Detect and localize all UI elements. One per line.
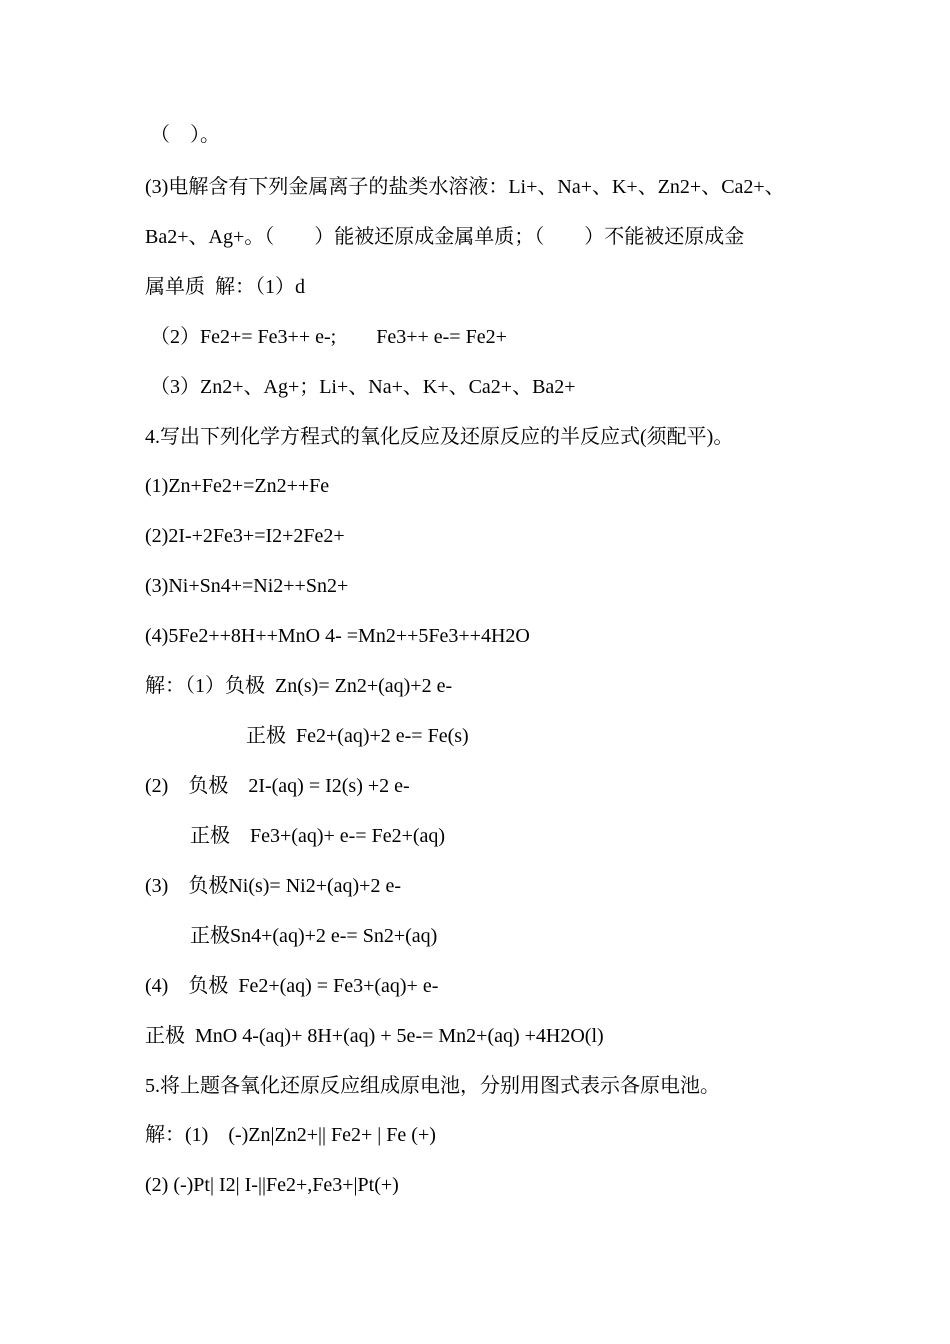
text-line-18: (4) 负极 Fe2+(aq) = Fe3+(aq)+ e- bbox=[145, 975, 439, 997]
text-line-11: (4)5Fe2++8H++MnO 4- =Mn2++5Fe3++4H2O bbox=[145, 625, 530, 647]
text-line-9: (2)2I-+2Fe3+=I2+2Fe2+ bbox=[145, 525, 345, 547]
text-line-14: (2) 负极 2I-(aq) = I2(s) +2 e- bbox=[145, 775, 410, 797]
text-line-16: (3) 负极Ni(s)= Ni2+(aq)+2 e- bbox=[145, 875, 401, 897]
text-line-2: (3)电解含有下列金属离子的盐类水溶液：Li+、Na+、K+、Zn2+、Ca2+、 bbox=[145, 176, 785, 198]
text-line-13: 正极 Fe2+(aq)+2 e-= Fe(s) bbox=[246, 725, 469, 747]
text-line-12: 解：（1）负极 Zn(s)= Zn2+(aq)+2 e- bbox=[145, 675, 453, 697]
text-line-17: 正极Sn4+(aq)+2 e-= Sn2+(aq) bbox=[190, 925, 438, 947]
text-line-5: （2）Fe2+= Fe3++ e-; Fe3++ e-= Fe2+ bbox=[150, 326, 507, 348]
text-line-19: 正极 MnO 4-(aq)+ 8H+(aq) + 5e-= Mn2+(aq) +4H2O(l) bbox=[145, 1025, 604, 1047]
text-line-7: 4.写出下列化学方程式的氧化反应及还原反应的半反应式(须配平)。 bbox=[145, 426, 734, 448]
text-line-15: 正极 Fe3+(aq)+ e-= Fe2+(aq) bbox=[190, 825, 446, 847]
text-line-6: （3）Zn2+、Ag+；Li+、Na+、K+、Ca2+、Ba2+ bbox=[150, 376, 576, 398]
text-line-20: 5.将上题各氧化还原反应组成原电池，分别用图式表示各原电池。 bbox=[145, 1075, 720, 1097]
text-line-4: 属单质 解：（1）d bbox=[145, 276, 305, 298]
text-line-10: (3)Ni+Sn4+=Ni2++Sn2+ bbox=[145, 575, 349, 597]
text-line-1: （ ）。 bbox=[150, 124, 220, 146]
text-line-22: (2) (-)Pt| I2| I-||Fe2+,Fe3+|Pt(+) bbox=[145, 1174, 399, 1196]
text-line-21: 解：(1) (-)Zn|Zn2+|| Fe2+ | Fe (+) bbox=[145, 1124, 436, 1146]
text-line-8: (1)Zn+Fe2+=Zn2++Fe bbox=[145, 475, 330, 497]
text-line-3: Ba2+、Ag+。（ ）能被还原成金属单质；（ ）不能被还原成金 bbox=[145, 226, 745, 248]
